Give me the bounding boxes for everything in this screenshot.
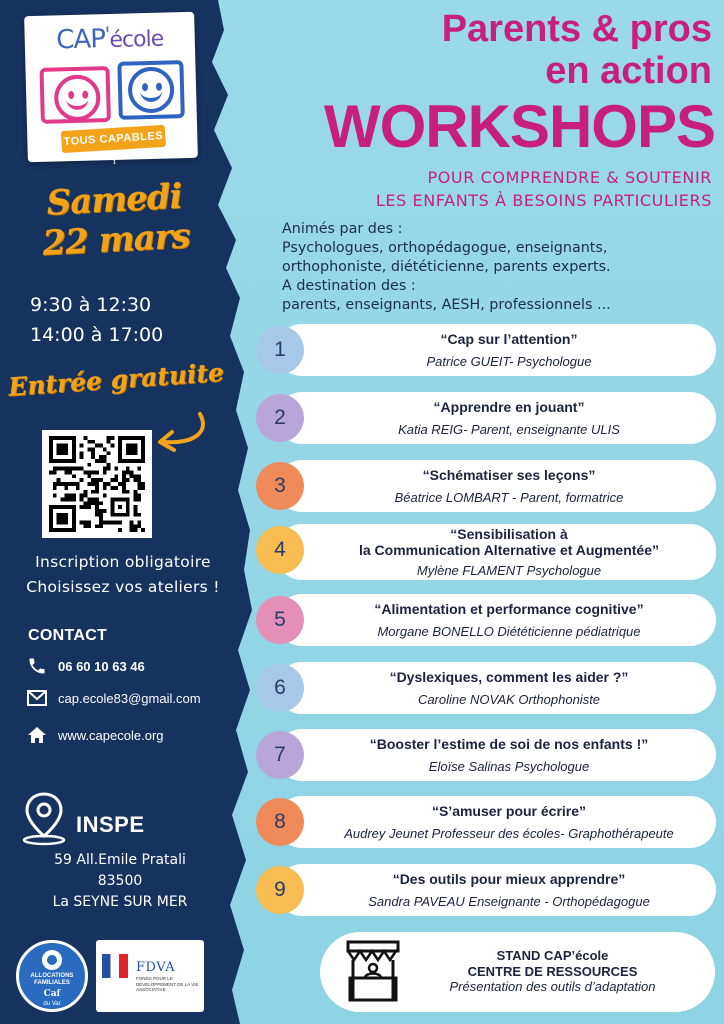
phone-number: 06 60 10 63 46 [58, 658, 145, 674]
workshop-speaker: Eloïse Salinas Psychologue [428, 759, 590, 774]
event-times [30, 290, 190, 350]
header-subtitle [260, 8, 712, 92]
workshop-speaker: Béatrice LOMBART - Parent, formatrice [394, 490, 624, 505]
venue-name: INSPE [76, 812, 145, 837]
fdva-logo [96, 940, 204, 1012]
workshop-item[interactable] [256, 662, 716, 714]
workshop-item[interactable] [256, 796, 716, 848]
email-address: cap.ecole83@gmail.com [58, 690, 201, 706]
logo-title-cap: CAP [55, 24, 106, 56]
time-morning: 9:30 à 12:30 [30, 294, 152, 316]
workshop-item[interactable] [256, 392, 716, 444]
tagline-line-1: POUR COMPRENDRE & SOUTENIR [427, 168, 712, 187]
workshop-title: “S’amuser pour écrire” [431, 803, 587, 819]
workshop-item[interactable] [256, 524, 716, 580]
workshop-title [312, 526, 706, 558]
audience-info [282, 220, 702, 315]
caf-name: Caf [43, 989, 61, 999]
caf-region: du Var [43, 1001, 61, 1007]
workshop-speaker: Patrice GUEIT- Psychologue [426, 354, 592, 369]
workshop-speaker: Caroline NOVAK Orthophoniste [417, 692, 601, 707]
arrow-icon [150, 410, 210, 459]
workshop-speaker: Sandra PAVEAU Enseignante - Orthopédagogue [368, 894, 650, 909]
caf-emblem-icon [32, 947, 72, 973]
republique-francaise-flag-icon [102, 954, 128, 978]
destination-label: A destination des : [282, 278, 416, 294]
workshop-number: 3 [256, 462, 304, 510]
workshop-number: 7 [256, 731, 304, 779]
workshop-title: “Alimentation et performance cognitive” [374, 601, 644, 617]
resource-stand[interactable] [320, 932, 715, 1012]
qr-code-icon [48, 436, 146, 532]
contact-website[interactable] [26, 725, 164, 745]
registration-required: Inscription obligatoire [35, 553, 211, 571]
workshop-title: “Des outils pour mieux apprendre” [392, 871, 626, 887]
animes-label: Animés par des : [282, 221, 403, 237]
logo-title [24, 20, 195, 56]
workshop-speaker: Audrey Jeunet Professeur des écoles- Graphothérapeute [344, 826, 674, 841]
contact-phone[interactable] [26, 656, 145, 676]
header-tagline [260, 166, 712, 212]
workshop-speaker: Katia REIG- Parent, enseignante ULIS [398, 422, 620, 437]
workshop-number: 8 [256, 798, 304, 846]
contact-email[interactable] [26, 688, 201, 708]
time-afternoon: 14:00 à 17:00 [30, 324, 164, 346]
stand-description: Présentation des outils d’adaptation [449, 979, 656, 994]
stand-title: STAND CAP’école [496, 948, 609, 963]
header-line-1: Parents & pros [441, 8, 712, 50]
workshop-item[interactable] [256, 594, 716, 646]
workshop-title: “Cap sur l’attention” [440, 331, 578, 347]
workshop-speaker: Morgane BONELLO Diététicienne pédiatrique [377, 624, 641, 639]
stand-text [400, 948, 705, 995]
event-date [18, 175, 212, 265]
workshop-title-line-2: la Communication Alternative et Augmentée” [358, 542, 659, 558]
caf-allocations-text: ALLOCATIONS FAMILIALES [30, 973, 74, 986]
date-day: Samedi [45, 176, 183, 224]
workshop-number: 2 [256, 394, 304, 442]
workshop-title: “Dyslexiques, comment les aider ?” [389, 669, 629, 685]
workshop-title: “Schématiser ses leçons” [422, 467, 596, 483]
location-pin-icon [18, 790, 70, 851]
tagline-line-2: LES ENFANTS À BESOINS PARTICULIERS [375, 191, 712, 210]
workshop-item[interactable] [256, 460, 716, 512]
animes-line-2: orthophoniste, diététicienne, parents experts. [282, 259, 611, 275]
workshop-title-line-1: “Sensibilisation à [450, 526, 568, 542]
fdva-subtitle: FONDS POUR LE DÉVELOPPEMENT DE LA VIE ASSOCIATIVE [136, 976, 199, 992]
workshop-number: 5 [256, 596, 304, 644]
workshop-item[interactable] [256, 729, 716, 781]
phone-icon [26, 656, 48, 676]
workshop-number: 4 [256, 526, 304, 574]
address-street: 59 All.Emile Pratali [54, 852, 186, 868]
home-icon [26, 725, 48, 745]
venue-address [20, 850, 220, 913]
workshop-number: 6 [256, 664, 304, 712]
contact-title: CONTACT [28, 627, 108, 644]
mail-icon [26, 688, 48, 708]
logo-banner: TOUS CAPABLES ! [61, 125, 166, 153]
header-line-2: en action [545, 50, 712, 92]
stand-subtitle: CENTRE DE RESSOURCES [467, 963, 638, 979]
workshop-number: 1 [256, 326, 304, 374]
logo-title-apostrophe: ' [104, 22, 110, 47]
workshop-item[interactable] [256, 324, 716, 376]
workshop-title: “Booster l’estime de soi de nos enfants !” [369, 736, 649, 752]
date-month: 22 mars [41, 216, 191, 264]
website-url: www.capecole.org [58, 727, 164, 743]
address-city: La SEYNE SUR MER [52, 894, 188, 910]
destination-line: parents, enseignants, AESH, professionnels ... [282, 297, 611, 313]
qr-code[interactable] [42, 430, 152, 538]
address-postcode: 83500 [97, 873, 143, 889]
caf-logo [16, 940, 88, 1012]
workshop-item[interactable] [256, 864, 716, 916]
choose-workshops: Choisissez vos ateliers ! [26, 578, 220, 596]
logo-title-ecole: école [109, 26, 164, 54]
registration-note [8, 550, 238, 600]
workshop-number: 9 [256, 866, 304, 914]
capecole-logo [24, 12, 198, 168]
workshop-title: “Apprendre en jouant” [433, 399, 585, 415]
fdva-title: FDVA [136, 960, 176, 975]
stand-booth-icon [344, 938, 402, 1009]
free-entry-label: Entrée gratuite [7, 357, 225, 402]
animes-line-1: Psychologues, orthopédagogue, enseignants, [282, 240, 608, 256]
workshop-speaker: Mylène FLAMENT Psychologue [416, 563, 602, 578]
page-title: WORKSHOPS [323, 93, 715, 160]
